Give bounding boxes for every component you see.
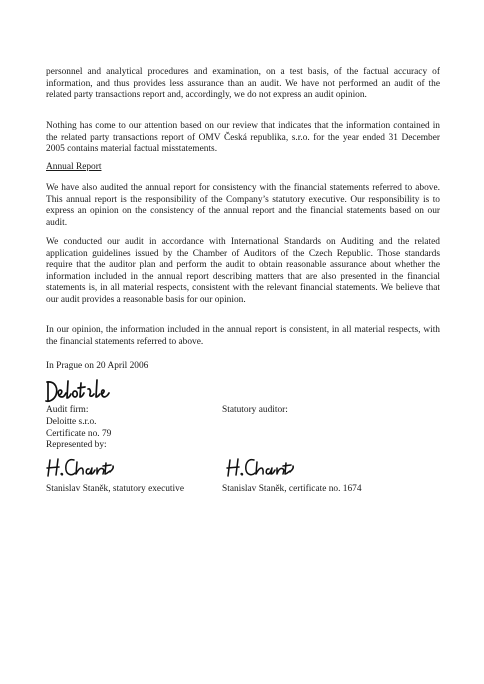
paragraph-review-scope: personnel and analytical procedures and examination, on a test basis, of the factual accuracy of information, and thus provides less assurance than an audit. We have not performed an audit of the related party transactions report and, accordingly, we do not express an audit opinion.: [46, 67, 440, 101]
executive-signatory-name: Stanislav Staněk, statutory executive: [46, 484, 184, 494]
auditor-signatory-name: Stanislav Staněk, certificate no. 1674: [222, 484, 362, 494]
section-heading-annual-report: Annual Report: [46, 162, 102, 172]
paragraph-audit-standards: We conducted our audit in accordance with International Standards on Auditing and the related application guidelines issued by the Chamber of Auditors of the Czech Republic. Those standards require that the auditor plan and perform the audit to obtain reasonable assurance about whether the information included in the annual report describing matters that are also presented in the financial statements is, in all material respects, consistent with the relevant financial statements. We believe that our audit provides a reasonable basis for our opinion.: [46, 237, 440, 305]
audit-firm-name: Deloitte s.r.o.: [46, 417, 97, 427]
place-date: In Prague on 20 April 2006: [46, 361, 149, 371]
deloitte-signature-icon: [44, 377, 110, 405]
paragraph-opinion: In our opinion, the information included in the annual report is consistent, in all material respects, with the financial statements referred to above.: [46, 325, 440, 347]
audit-firm-label: Audit firm:: [46, 405, 89, 415]
paragraph-review-conclusion: Nothing has come to our attention based on our review that indicates that the information contained in the related party transactions report of OMV Česká republika, s.r.o. for the year ended 31 December 2005 contains material factual misstatements.: [46, 121, 440, 155]
statutory-auditor-label: Statutory auditor:: [222, 405, 288, 415]
paragraph-annual-report-responsibility: We have also audited the annual report for consistency with the financial statements referred to above. This annual report is the responsibility of the Company’s statutory executive. Our responsibility is to express an opinion on the consistency of the annual report and the financial statements based on our audit.: [46, 183, 440, 228]
audit-firm-certificate: Certificate no. 79: [46, 429, 112, 439]
executive-signature-icon: [44, 454, 116, 482]
represented-by-label: Represented by:: [46, 440, 107, 450]
auditor-signature-icon: [224, 454, 296, 482]
